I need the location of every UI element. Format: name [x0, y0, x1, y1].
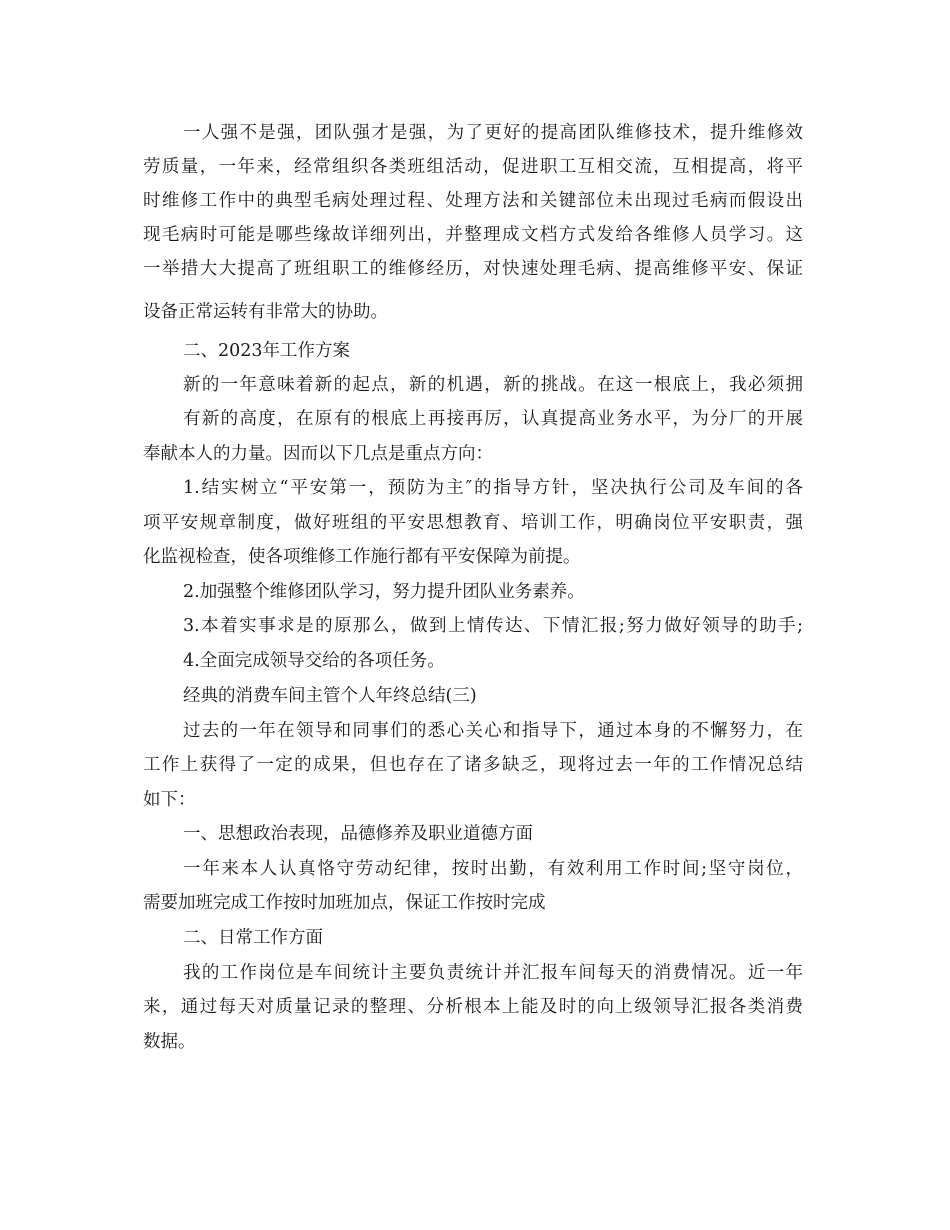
paragraph-line: 一年来本人认真恪守劳动纪律，按时出勤，有效利用工作时间;坚守岗位，	[183, 859, 803, 879]
paragraph-line: 现毛病时可能是哪些缘故详细列出，并整理成文档方式发给各维修人员学习。这	[143, 225, 803, 245]
paragraph-line: 有新的高度，在原有的根底上再接再厉，认真提高业务水平，为分厂的开展	[183, 409, 803, 429]
paragraph-line: 时维修工作中的典型毛病处理过程、处理方法和关键部位未出现过毛病而假设出	[143, 191, 803, 211]
paragraph-line: 数据。	[143, 1032, 196, 1052]
paragraph-line: 化监视检查，使各项维修工作施行都有平安保障为前提。	[143, 547, 581, 567]
paragraph-line: 劳质量，一年来，经常组织各类班组活动，促进职工互相交流，互相提高，将平	[143, 157, 803, 177]
section-heading: 一、思想政治表现，品德修养及职业道德方面	[183, 824, 533, 844]
section-heading: 二、日常工作方面	[183, 928, 323, 948]
paragraph-line: 新的一年意味着新的起点，新的机遇，新的挑战。在这一根底上，我必须拥	[183, 375, 803, 395]
paragraph-line: 项平安规章制度，做好班组的平安思想教育、培训工作，明确岗位平安职责，强	[143, 513, 803, 533]
paragraph-line: 来，通过每天对质量记录的整理、分析根本上能及时的向上级领导汇报各类消费	[143, 997, 803, 1017]
paragraph-line: 需要加班完成工作按时加班加点，保证工作按时完成	[143, 893, 546, 913]
list-item: 1.结实树立“平安第一，预防为主″的指导方针，坚决执行公司及车间的各	[183, 478, 803, 498]
list-item: 3.本着实事求是的原那么，做到上情传达、下情汇报;努力做好领导的助手;	[183, 616, 803, 636]
paragraph-line: 如下：	[143, 790, 196, 810]
paragraph-line: 过去的一年在领导和同事们的悉心关心和指导下，通过本身的不懈努力，在	[183, 721, 803, 741]
section-heading: 经典的消费车间主管个人年终总结(三)	[183, 686, 477, 706]
list-item: 4.全面完成领导交给的各项任务。	[183, 651, 445, 671]
paragraph-line: 奉献本人的力量。因而以下几点是重点方向：	[143, 444, 493, 464]
paragraph-line: 我的工作岗位是车间统计主要负责统计并汇报车间每天的消费情况。近一年	[183, 963, 803, 983]
paragraph-line: 一举措大大提高了班组职工的维修经历，对快速处理毛病、提高维修平安、保证	[143, 259, 803, 279]
list-item: 2.加强整个维修团队学习，努力提升团队业务素养。	[183, 582, 585, 602]
paragraph-line: 一人强不是强，团队强才是强，为了更好的提高团队维修技术，提升维修效	[183, 123, 803, 143]
paragraph-line: 设备正常运转有非常大的协助。	[143, 302, 388, 322]
section-heading: 二、2023年工作方案	[183, 341, 351, 361]
paragraph-line: 工作上获得了一定的成果，但也存在了诸多缺乏，现将过去一年的工作情况总结	[143, 755, 803, 775]
